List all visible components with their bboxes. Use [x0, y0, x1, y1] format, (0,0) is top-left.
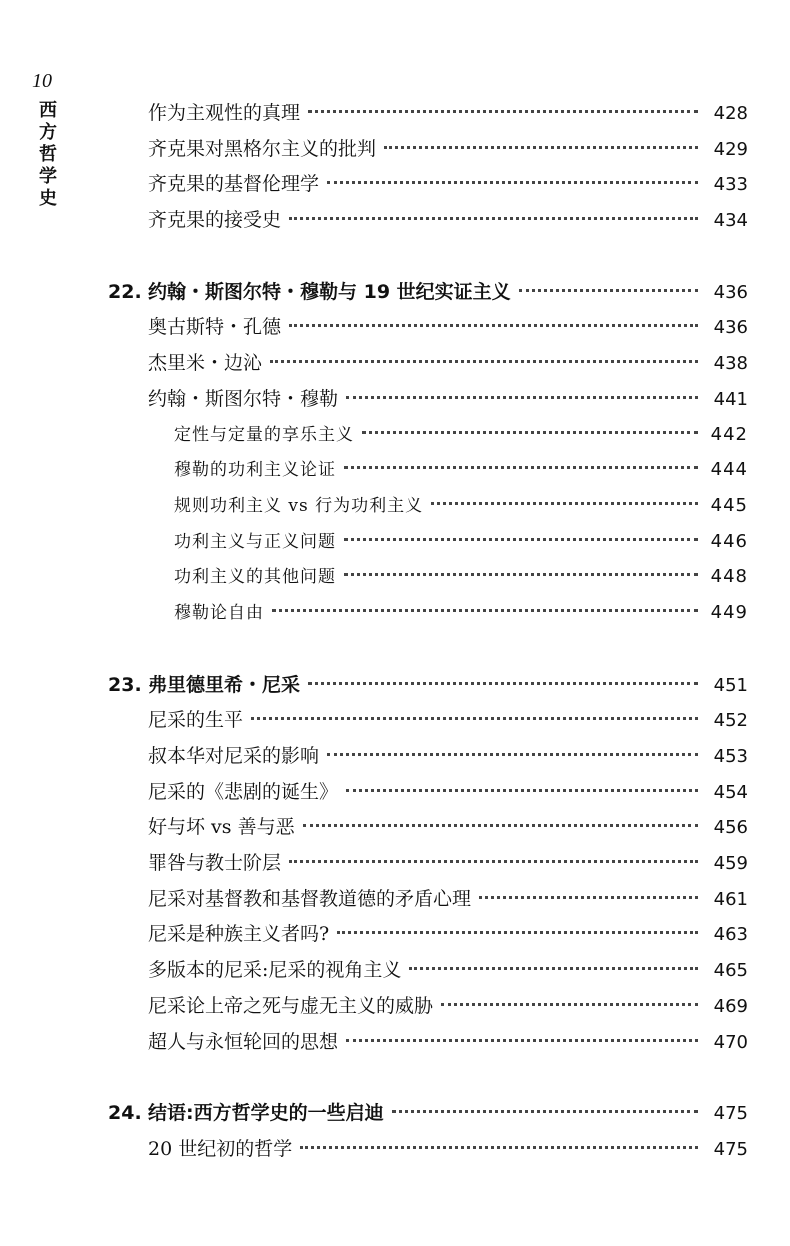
- dot-leader: [337, 931, 698, 934]
- entry-title: 尼采是种族主义者吗?: [148, 923, 330, 946]
- entry-title: 结语:西方哲学史的一些启迪: [148, 1102, 384, 1125]
- toc-section-entry: [108, 812, 748, 848]
- toc-section-entry: [108, 1027, 748, 1063]
- toc-section-entry: [108, 741, 748, 777]
- dot-leader: [300, 1146, 698, 1149]
- entry-page-number: 442: [710, 423, 748, 445]
- chapter-number: 23.: [108, 673, 142, 696]
- dot-leader: [384, 146, 698, 149]
- entry-title: 罪咎与教士阶层: [148, 852, 282, 875]
- entry-title: 多版本的尼采:尼采的视角主义: [148, 959, 402, 982]
- group-spacer: [108, 241, 748, 277]
- entry-title: 好与坏 vs 善与恶: [148, 816, 295, 839]
- entry-title: 弗里德里希・尼采: [148, 673, 301, 696]
- dot-leader: [441, 1003, 698, 1006]
- dot-leader: [327, 181, 698, 184]
- entry-page-number: 436: [713, 317, 748, 339]
- toc-section-entry: [108, 384, 748, 420]
- dot-leader: [519, 289, 698, 292]
- entry-page-number: 475: [713, 1103, 748, 1125]
- entry-page-number: 449: [710, 601, 748, 623]
- page-number: 10: [32, 70, 52, 92]
- entry-page-number: 448: [710, 566, 748, 588]
- toc-section-entry: [108, 205, 748, 241]
- entry-title: 作为主观性的真理: [148, 102, 301, 124]
- dot-leader: [392, 1110, 698, 1113]
- entry-page-number: 446: [710, 530, 748, 552]
- entry-title: 功利主义的其他问题: [174, 567, 336, 588]
- dot-leader: [346, 789, 698, 792]
- entry-title: 尼采的《悲剧的诞生》: [148, 780, 339, 803]
- toc-section-entry: [108, 348, 748, 384]
- entry-page-number: 461: [713, 888, 748, 910]
- toc-subsection-entry: [108, 491, 748, 527]
- entry-title: 约翰・斯图尔特・穆勒与 19 世纪实证主义: [148, 280, 511, 303]
- toc-section-entry: [108, 134, 748, 170]
- toc-section-entry: [108, 169, 748, 205]
- toc-subsection-entry: [108, 420, 748, 456]
- dot-leader: [346, 396, 698, 399]
- toc-section-entry: [108, 991, 748, 1027]
- entry-page-number: 452: [713, 710, 748, 732]
- entry-title: 约翰・斯图尔特・穆勒: [148, 387, 339, 410]
- dot-leader: [344, 538, 698, 541]
- toc-subsection-entry: [108, 562, 748, 598]
- table-of-contents: [108, 98, 748, 1170]
- entry-page-number: 433: [713, 174, 748, 196]
- entry-title: 超人与永恒轮回的思想: [148, 1030, 339, 1053]
- toc-section-entry: [108, 1134, 748, 1170]
- entry-title: 奥古斯特・孔德: [148, 316, 282, 339]
- entry-title: 叔本华对尼采的影响: [148, 745, 320, 767]
- entry-page-number: 429: [713, 138, 748, 160]
- dot-leader: [289, 217, 698, 220]
- entry-page-number: 469: [713, 995, 748, 1017]
- toc-subsection-entry: [108, 455, 748, 491]
- entry-page-number: 454: [713, 781, 748, 803]
- group-spacer: [108, 634, 748, 670]
- entry-title: 齐克果对黑格尔主义的批判: [148, 137, 377, 160]
- entry-title: 穆勒的功利主义论证: [174, 460, 336, 481]
- running-head: 西方哲学史: [39, 100, 57, 209]
- entry-page-number: 475: [713, 1138, 748, 1160]
- toc-section-entry: [108, 705, 748, 741]
- dot-leader: [479, 896, 698, 899]
- toc-subsection-entry: [108, 598, 748, 634]
- dot-leader: [272, 609, 698, 612]
- dot-leader: [344, 466, 698, 469]
- entry-page-number: 456: [713, 817, 748, 839]
- dot-leader: [344, 573, 698, 576]
- entry-page-number: 445: [710, 494, 748, 516]
- toc-section-entry: [108, 98, 748, 134]
- dot-leader: [251, 717, 698, 720]
- entry-title: 规则功利主义 vs 行为功利主义: [174, 495, 424, 516]
- toc-section-entry: [108, 884, 748, 920]
- dot-leader: [303, 824, 698, 827]
- entry-title: 齐克果的基督伦理学: [148, 173, 320, 196]
- entry-page-number: 451: [713, 674, 748, 696]
- entry-title: 尼采论上帝之死与虚无主义的威胁: [148, 994, 434, 1017]
- entry-title: 尼采对基督教和基督教道德的矛盾心理: [148, 887, 472, 910]
- dot-leader: [346, 1039, 698, 1042]
- entry-page-number: 434: [713, 210, 748, 232]
- toc-subsection-entry: [108, 527, 748, 563]
- entry-title: 齐克果的接受史: [148, 209, 282, 232]
- entry-page-number: 444: [710, 459, 748, 481]
- group-spacer: [108, 1062, 748, 1098]
- dot-leader: [270, 360, 698, 363]
- toc-section-entry: [108, 777, 748, 813]
- toc-chapter-entry: [108, 277, 748, 313]
- toc-chapter-entry: [108, 1098, 748, 1134]
- toc-section-entry: [108, 312, 748, 348]
- entry-page-number: 470: [713, 1031, 748, 1053]
- toc-chapter-entry: [108, 670, 748, 706]
- entry-page-number: 438: [713, 353, 748, 375]
- dot-leader: [362, 431, 698, 434]
- entry-title: 功利主义与正义问题: [174, 531, 336, 552]
- dot-leader: [409, 967, 698, 970]
- entry-page-number: 463: [713, 924, 748, 946]
- chapter-number: 24.: [108, 1102, 142, 1125]
- dot-leader: [308, 682, 698, 685]
- toc-section-entry: [108, 848, 748, 884]
- dot-leader: [327, 753, 698, 756]
- entry-title: 穆勒论自由: [174, 602, 264, 623]
- entry-page-number: 465: [713, 960, 748, 982]
- entry-title: 尼采的生平: [148, 709, 244, 732]
- entry-title: 20 世纪初的哲学: [148, 1137, 293, 1160]
- dot-leader: [308, 110, 698, 113]
- entry-page-number: 441: [713, 388, 748, 410]
- entry-page-number: 459: [713, 853, 748, 875]
- toc-section-entry: [108, 955, 748, 991]
- dot-leader: [289, 324, 698, 327]
- entry-page-number: 436: [713, 281, 748, 303]
- entry-page-number: 453: [713, 746, 748, 767]
- entry-title: 定性与定量的享乐主义: [174, 424, 354, 445]
- dot-leader: [431, 502, 698, 505]
- dot-leader: [289, 860, 698, 863]
- toc-section-entry: [108, 919, 748, 955]
- chapter-number: 22.: [108, 280, 142, 303]
- entry-page-number: 428: [713, 103, 748, 124]
- entry-title: 杰里米・边沁: [148, 352, 263, 375]
